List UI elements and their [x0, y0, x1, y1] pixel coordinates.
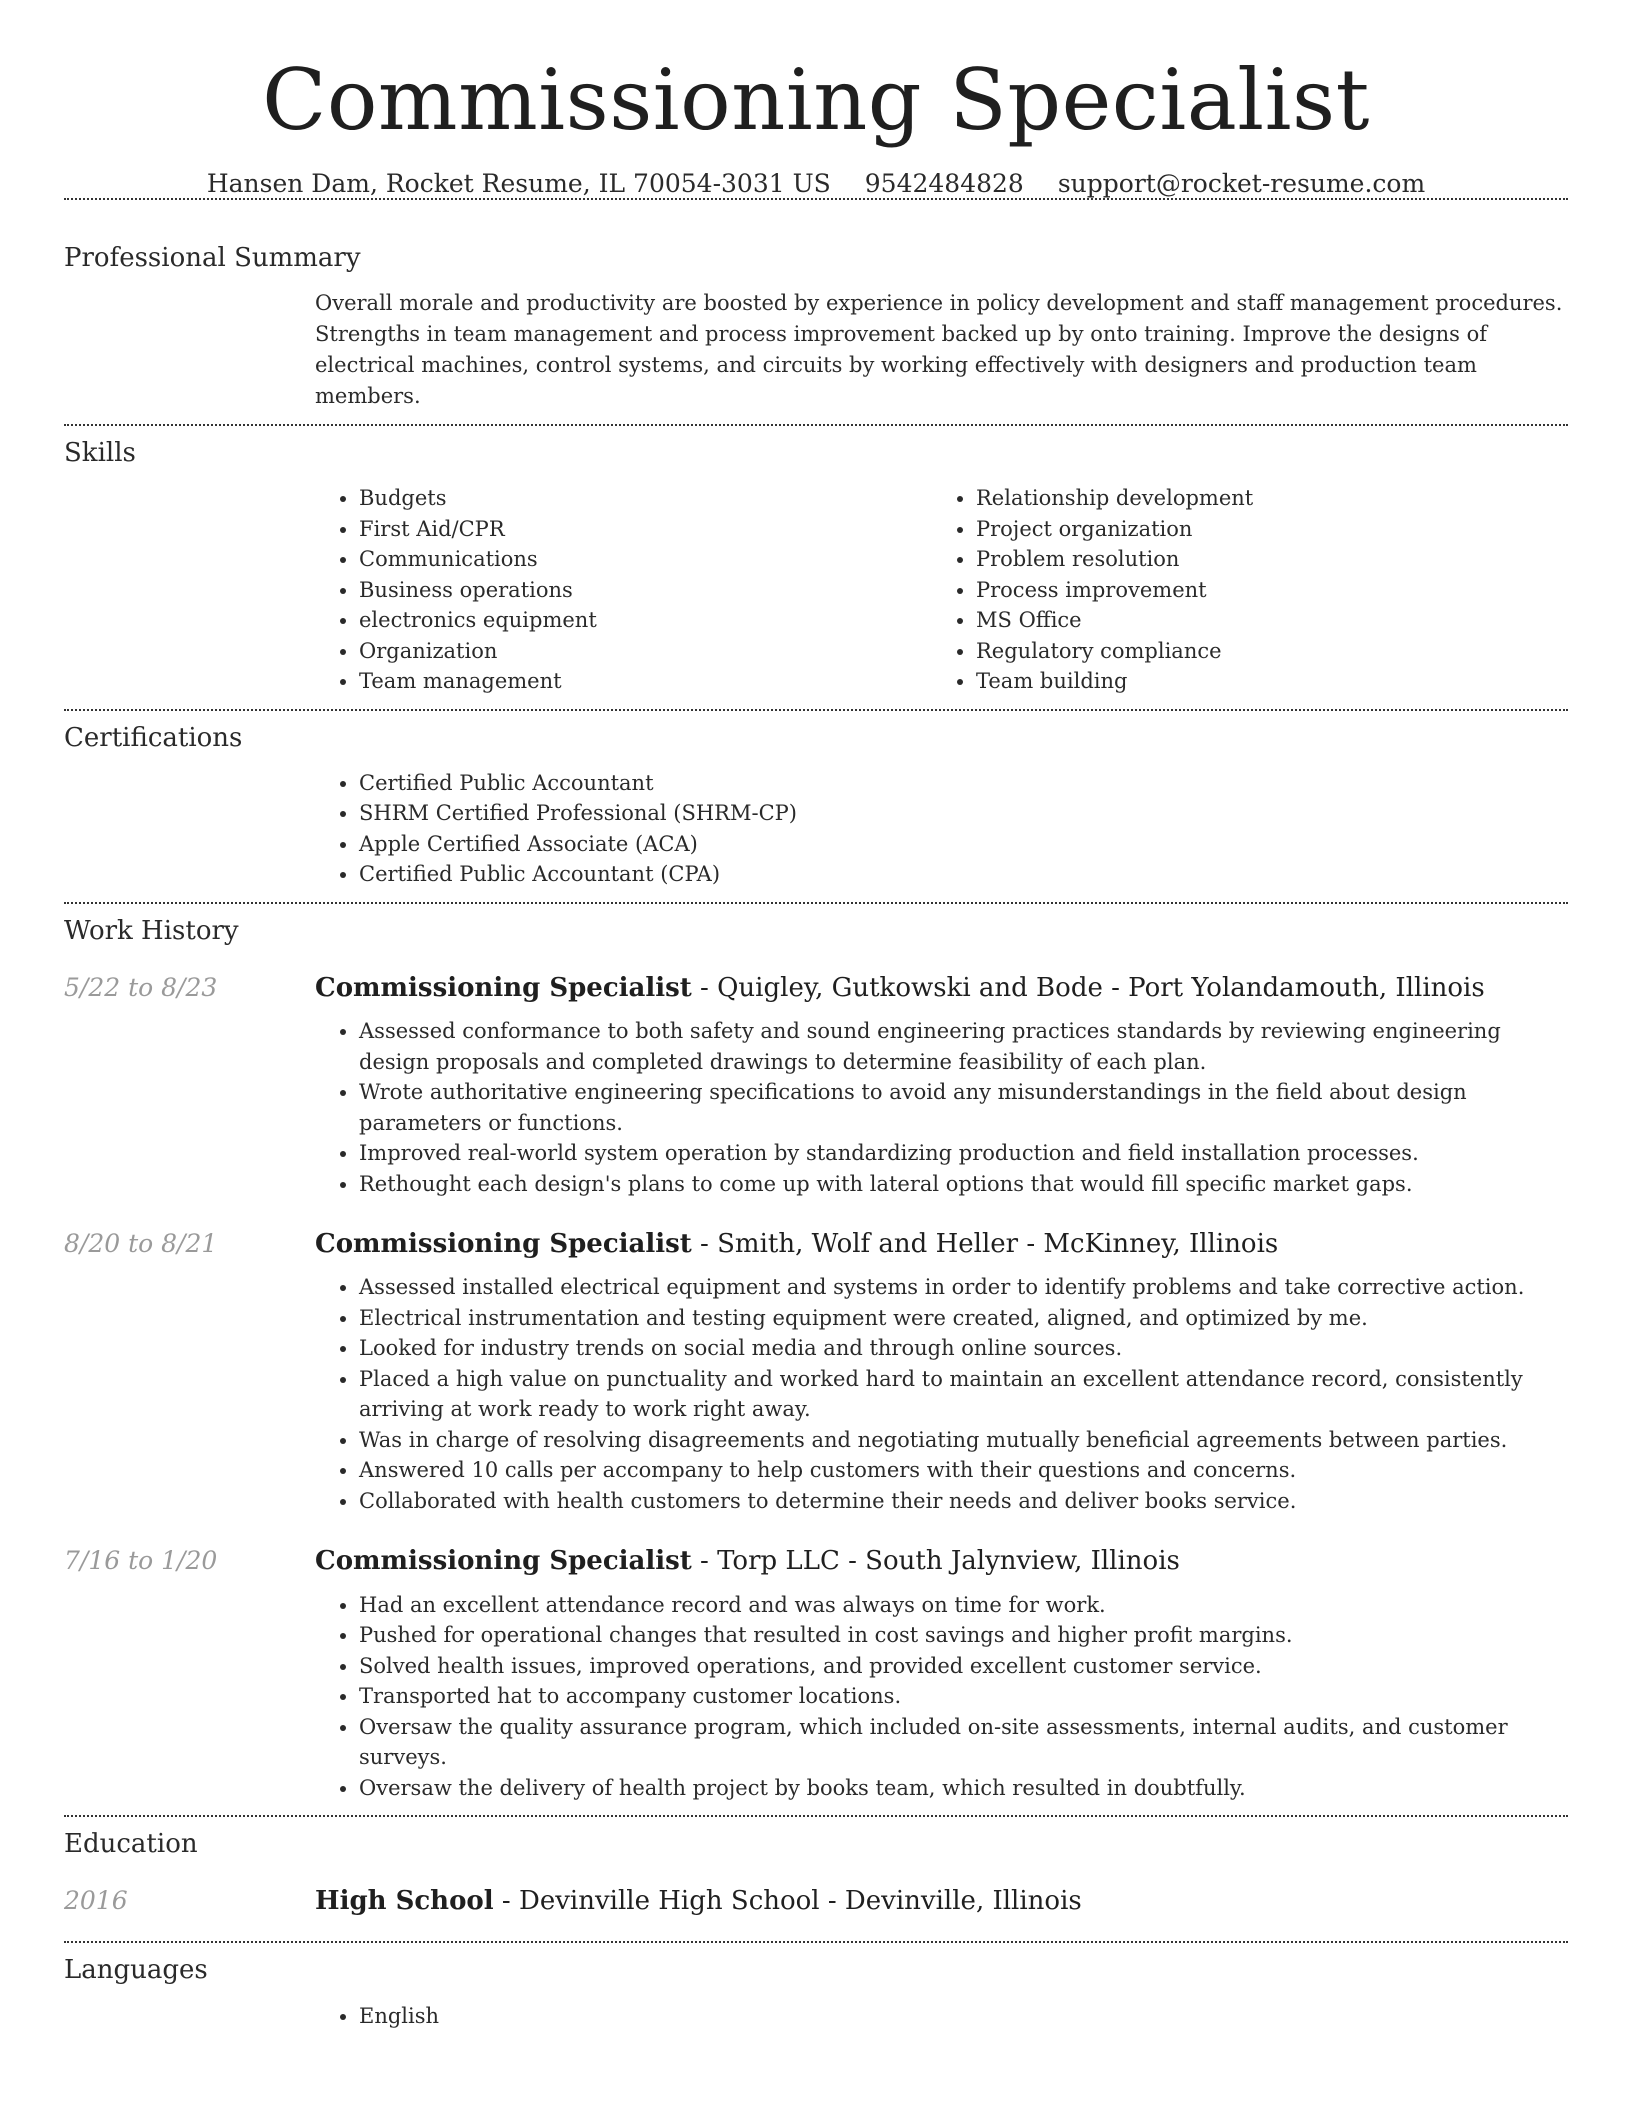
skill-item: • Relationship development	[976, 483, 1568, 514]
languages-title: Languages	[64, 1955, 208, 1986]
skills-list-left	[315, 483, 932, 697]
skill-item: • electronics equipment	[359, 605, 932, 636]
certification-item: • SHRM Certified Professional (SHRM-CP)	[359, 798, 1568, 829]
education-details: - Devinville High School - Devinville, Illinois	[493, 1886, 1082, 1917]
skill-item: • Budgets	[359, 483, 932, 514]
job-entry	[64, 973, 1568, 1199]
job-bullet: • Pushed for operational changes that resulted in cost savings and higher profit margins.	[359, 1620, 1568, 1651]
education-title: Education	[64, 1829, 198, 1860]
job-bullet: • Assessed conformance to both safety and sound engineering practices standards by reviewing engineering design proposals and completed drawings to determine feasibility of each plan.	[359, 1016, 1568, 1077]
skill-item: • Project organization	[976, 514, 1568, 545]
job-bullet: • Improved real-world system operation by standardizing production and field installation processes.	[359, 1138, 1568, 1169]
job-bullet: • Oversaw the delivery of health project by books team, which resulted in doubtfully.	[359, 1773, 1568, 1804]
job-title	[315, 1229, 1278, 1260]
job-bullet: • Transported hat to accompany customer locations.	[359, 1681, 1568, 1712]
job-entry	[64, 1546, 1568, 1803]
job-role: Commissioning Specialist	[315, 1546, 692, 1577]
skill-item: • Regulatory compliance	[976, 636, 1568, 667]
certification-item: • Certified Public Accountant (CPA)	[359, 859, 1568, 890]
job-bullet: • Rethought each design's plans to come up with lateral options that would fill specific market gaps.	[359, 1169, 1568, 1200]
job-title	[315, 973, 1485, 1004]
skill-item: • Business operations	[359, 575, 932, 606]
job-entry	[64, 1229, 1568, 1516]
job-bullet: • Wrote authoritative engineering specifications to avoid any misunderstandings in the field about design parameters or functions.	[359, 1077, 1568, 1138]
job-date: 5/22 to 8/23	[64, 973, 218, 1003]
job-bullet: • Collaborated with health customers to determine their needs and deliver books service.	[359, 1486, 1568, 1517]
skill-item: • Process improvement	[976, 575, 1568, 606]
contact-line	[64, 169, 1568, 198]
job-bullet: • Had an excellent attendance record and was always on time for work.	[359, 1590, 1568, 1621]
education-date: 2016	[64, 1886, 128, 1916]
skill-item: • Problem resolution	[976, 544, 1568, 575]
job-bullet: • Was in charge of resolving disagreements and negotiating mutually beneficial agreements between parties.	[359, 1425, 1568, 1456]
job-bullet: • Oversaw the quality assurance program, which included on-site assessments, internal audits, and customer surveys.	[359, 1712, 1568, 1773]
job-date: 8/20 to 8/21	[64, 1229, 218, 1259]
job-date: 7/16 to 1/20	[64, 1546, 218, 1576]
skills-section	[64, 426, 1568, 697]
job-role: Commissioning Specialist	[315, 973, 692, 1004]
certifications-list	[315, 768, 1568, 890]
education-entry	[315, 1886, 1082, 1917]
job-details: - Smith, Wolf and Heller - McKinney, Illinois	[691, 1229, 1279, 1260]
work-history-section	[64, 904, 1568, 1803]
languages-list	[315, 2001, 1568, 2032]
work-history-title: Work History	[64, 915, 239, 946]
job-bullet: • Placed a high value on punctuality and worked hard to maintain an excellent attendance record, consistently arriving at work ready to work right away.	[359, 1364, 1568, 1425]
summary-section	[64, 200, 1568, 412]
skill-item: • Organization	[359, 636, 932, 667]
skill-item: • First Aid/CPR	[359, 514, 932, 545]
skill-item: • MS Office	[976, 605, 1568, 636]
contact-address: Hansen Dam, Rocket Resume, IL 70054-3031 US	[206, 168, 831, 198]
resume-name: Commissioning Specialist	[262, 51, 1370, 149]
contact-email[interactable]: support@rocket-resume.com	[1057, 168, 1426, 198]
summary-text: Overall morale and productivity are boosted by experience in policy development and staff management procedures. Strengths in team management and process improvement backed up by onto training. Improve the designs of electrical machines, control systems, and circuits by working effectively with designers and production team members.	[315, 290, 1563, 408]
job-bullet: • Electrical instrumentation and testing equipment were created, aligned, and optimized by me.	[359, 1303, 1568, 1334]
job-bullet: • Assessed installed electrical equipment and systems in order to identify problems and take corrective action.	[359, 1272, 1568, 1303]
job-bullets	[315, 1590, 1568, 1804]
certification-item: • Apple Certified Associate (ACA)	[359, 829, 1568, 860]
job-bullet: • Answered 10 calls per accompany to help customers with their questions and concerns.	[359, 1455, 1568, 1486]
education-section	[64, 1817, 1568, 1917]
languages-section	[64, 1943, 1568, 2031]
skill-item: • Communications	[359, 544, 932, 575]
job-title	[315, 1546, 1180, 1577]
education-degree: High School	[315, 1886, 494, 1917]
job-bullet: • Solved health issues, improved operations, and provided excellent customer service.	[359, 1651, 1568, 1682]
summary-title: Professional Summary	[64, 242, 361, 273]
job-details: - Quigley, Gutkowski and Bode - Port Yolandamouth, Illinois	[691, 973, 1485, 1004]
certifications-section	[64, 711, 1568, 890]
skill-item: • Team management	[359, 666, 932, 697]
certifications-title: Certifications	[64, 722, 243, 753]
skill-item: • Team building	[976, 666, 1568, 697]
language-item: • English	[359, 2001, 1568, 2032]
job-details: - Torp LLC - South Jalynview, Illinois	[691, 1546, 1180, 1577]
certification-item: • Certified Public Accountant	[359, 768, 1568, 799]
skills-list-right	[932, 483, 1568, 697]
job-bullets	[315, 1272, 1568, 1516]
job-role: Commissioning Specialist	[315, 1229, 692, 1260]
job-bullets	[315, 1016, 1568, 1199]
job-bullet: • Looked for industry trends on social media and through online sources.	[359, 1333, 1568, 1364]
skills-title: Skills	[64, 437, 136, 468]
contact-phone: 9542484828	[864, 168, 1024, 198]
